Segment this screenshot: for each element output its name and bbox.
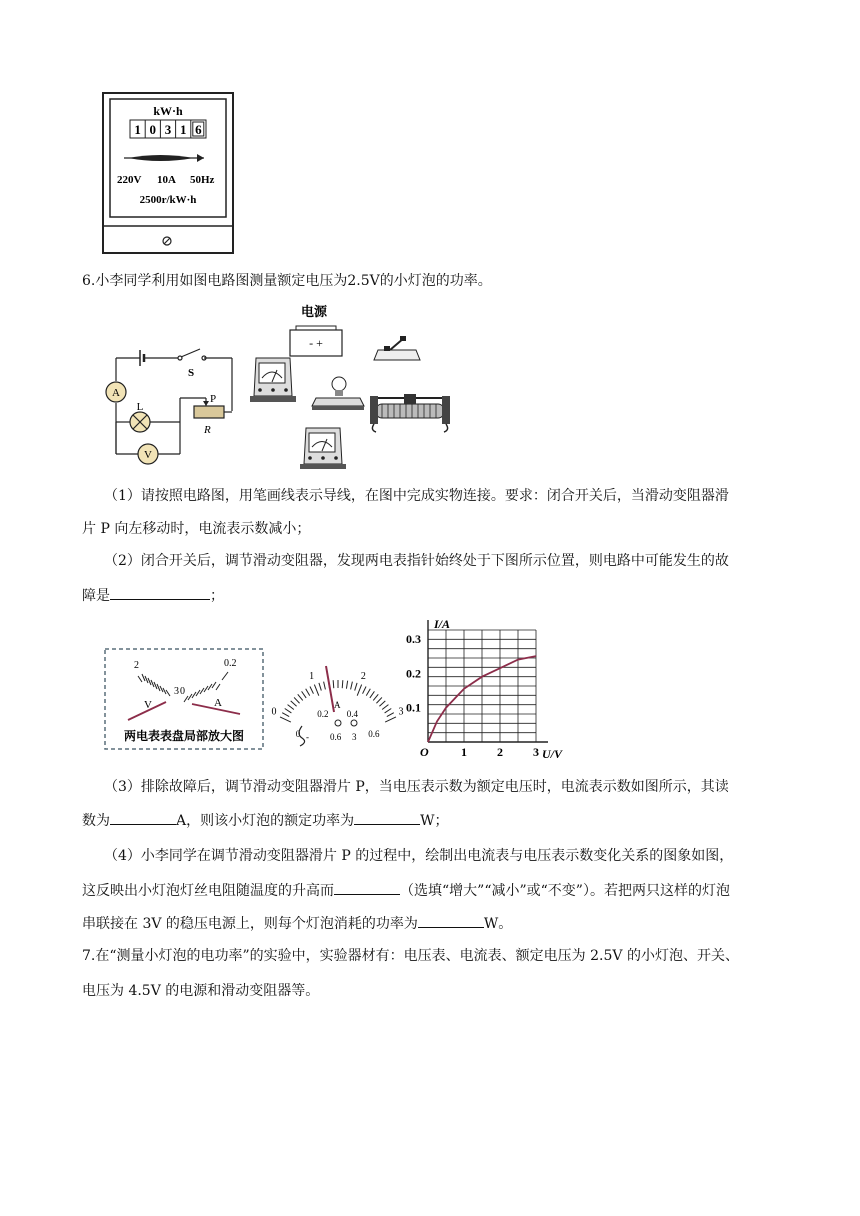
power-prompt: A，则该小灯泡的额定功率为 [176, 813, 355, 829]
bulb-device-icon [312, 377, 364, 410]
dial-tick [379, 701, 385, 706]
switch-label: S [188, 367, 195, 379]
energy-meter-figure [100, 90, 240, 256]
dial-top-label: 3 [398, 706, 404, 718]
fault-prompt: 障是 [82, 588, 110, 604]
dial-bottom-label: 0.6 [368, 729, 380, 740]
dial-tick [342, 680, 343, 688]
q7-line2: 电压为 4.5V 的电源和滑动变阻器等。 [82, 983, 320, 999]
dial-tick [387, 713, 394, 717]
meter-unit: kW·h [153, 104, 183, 118]
dial-tick [382, 705, 388, 710]
y-tick-label: 0.1 [406, 700, 421, 715]
meter-digit: 1 [179, 122, 187, 137]
zoom-v-max: 2 [134, 660, 139, 671]
meter-rev-constant: 2500r/kW·h [139, 194, 197, 206]
q6-part1-line2: 片 P 向左移动时，电流表示数减小； [82, 521, 311, 537]
meter-digit: 3 [164, 122, 172, 137]
iu-graph [398, 614, 568, 762]
q6-part4-line2 [82, 880, 730, 901]
x-tick-label: 1 [461, 745, 467, 759]
meter-digit: 1 [134, 122, 141, 137]
dial-tick [291, 701, 297, 706]
dial-tick [314, 685, 318, 696]
x-tick-label: 3 [533, 745, 539, 759]
q6-part2-line1: （2）闭合开关后，调节滑动变阻器，发现两电表指针始终处于下图所示位置，则电路中可能发生的故 [104, 553, 729, 569]
fault-punct: ； [210, 588, 224, 604]
meter-current: 10A [157, 174, 176, 186]
reading-prompt: 数为 [82, 813, 110, 829]
zoom-v-end: 3 [174, 686, 179, 697]
dial-tick [319, 683, 321, 691]
x-tick-label: 2 [497, 745, 503, 759]
iu-ylabel: I/A [434, 617, 451, 631]
q6-part3-line1: （3）排除故障后，调节滑动变阻器滑片 P，当电压表示数为额定电压时，电流表示数如图所示，其读 [104, 779, 729, 795]
meter-digit: 6 [195, 122, 202, 137]
knife-switch-icon [374, 336, 420, 360]
q6-part4-line1: （4）小李同学在调节滑动变阻器滑片 P 的过程中，绘制出电流表与电压表示数变化关系的图象如图， [104, 848, 734, 864]
resistance-prompt: 这反映出小灯泡灯丝电阻随温度的升高而 [82, 883, 334, 899]
dial-terminal-06: 0.6 [330, 732, 342, 742]
dial-tick [370, 691, 375, 698]
resistance-answer-blank[interactable] [334, 880, 400, 895]
dial-terminal-3: 3 [352, 732, 357, 742]
dial-tick [280, 717, 291, 722]
fault-answer-blank[interactable] [110, 585, 210, 600]
dial-tick [351, 682, 353, 690]
dial-tick [385, 717, 396, 722]
meter-zoom-figure [104, 648, 264, 750]
dial-tick [310, 686, 314, 693]
dial-top-label: 1 [309, 670, 315, 682]
rheostat-label: R [204, 424, 211, 436]
voltmeter-label: V [144, 449, 152, 461]
q6-part4-line3 [82, 913, 512, 934]
series-prompt: （选填“增大”“减小”或“不变”）。若把两只这样的灯泡 [400, 883, 730, 899]
dial-tick [355, 683, 357, 691]
ammeter-dial-figure [268, 652, 408, 752]
dial-terminal-minus: - [306, 732, 309, 742]
circuit-diagram [100, 346, 248, 470]
dial-tick [333, 680, 334, 688]
dial-tick [366, 689, 370, 696]
dial-tick [324, 682, 326, 690]
iu-xlabel: U/V [542, 747, 563, 761]
power-supply-label: 电源 [300, 304, 328, 319]
each-power-prompt: 串联接在 3V 的稳压电源上，则每个灯泡消耗的功率为 [82, 916, 418, 932]
zoom-a-zero: 0 [180, 686, 185, 697]
voltmeter-device-icon [250, 358, 296, 402]
dial-top-label: 0 [271, 706, 277, 718]
dial-tick [285, 709, 292, 713]
dial-bottom-label: 0.2 [317, 708, 329, 719]
y-tick-label: 0.3 [406, 631, 421, 646]
meter-frequency: 50Hz [190, 174, 215, 186]
dial-tick [306, 689, 310, 696]
dial-tick [302, 691, 307, 698]
zoom-a-max: 0.2 [224, 658, 237, 669]
power-unit: W； [420, 813, 449, 829]
dial-pointer [326, 666, 334, 712]
meter-digit: 0 [149, 122, 157, 137]
lamp-label: L [136, 401, 144, 413]
y-tick-label: 0.2 [406, 666, 421, 681]
dial-bottom-label: 0 [295, 729, 301, 740]
q7-line1: 7.在“测量小灯泡的电功率”的实验中，实验器材有：电压表、电流表、额定电压为 2.5V 的小灯泡、开关、 [82, 948, 739, 964]
reading-answer-blank[interactable] [110, 810, 176, 825]
dial-tick [288, 705, 294, 710]
dial-top-label: 2 [360, 670, 366, 682]
q6-part3-line2 [82, 810, 449, 831]
dial-tick [346, 681, 347, 689]
battery-signs: - + [309, 336, 323, 350]
dial-letter: A [334, 700, 341, 710]
each-power-answer-blank[interactable] [418, 913, 484, 928]
dial-tick [294, 697, 299, 703]
q6-part1-line1: （1）请按照电路图，用笔画线表示导线，在图中完成实物连接。要求：闭合开关后，当滑动变阻器滑 [104, 488, 729, 504]
dial-tick [357, 685, 361, 696]
slider-label: P [210, 393, 217, 405]
each-power-unit: W。 [483, 916, 513, 932]
ammeter-label: A [112, 387, 120, 399]
dial-tick [385, 709, 392, 713]
power-answer-blank[interactable] [354, 810, 420, 825]
ammeter-device-icon [300, 428, 346, 469]
meter-voltage: 220V [117, 174, 142, 186]
dial-bottom-label: 0.4 [346, 708, 359, 719]
zoom-caption: 两电表表盘局部放大图 [123, 729, 245, 743]
dial-tick [298, 694, 303, 700]
q6-title: 6.小李同学利用如图电路图测量额定电压为2.5V的小灯泡的功率。 [82, 273, 492, 289]
zoom-a-letter: A [214, 697, 222, 709]
q6-part2-line2 [82, 585, 224, 606]
dial-tick [376, 697, 381, 703]
dial-tick [282, 713, 289, 717]
dial-tick [373, 694, 378, 700]
iu-origin: O [420, 745, 429, 759]
zoom-v-letter: V [144, 699, 152, 711]
sliding-rheostat-icon [370, 394, 450, 432]
dial-tick [363, 686, 367, 693]
apparatus-figure [244, 300, 454, 470]
